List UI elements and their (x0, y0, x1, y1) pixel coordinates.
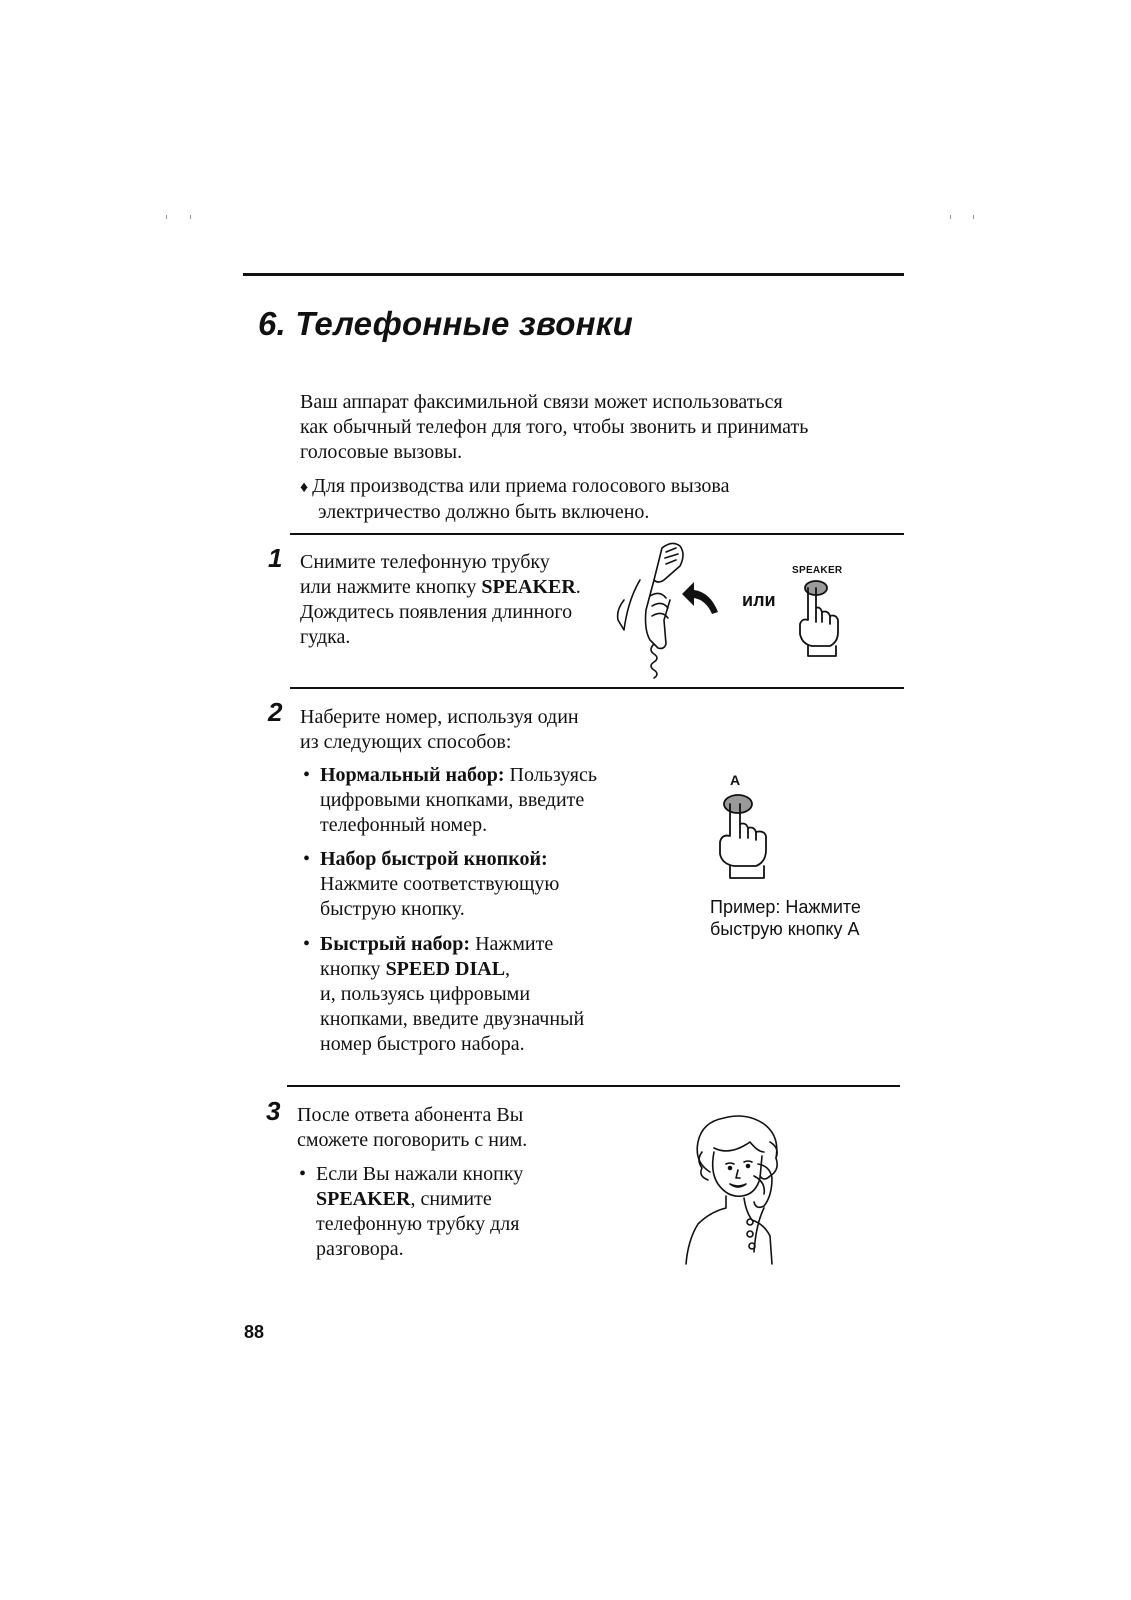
normal-dial-item: • Нормальный набор: Пользуясь цифровыми кнопками, введите телефонный номер. (303, 764, 598, 836)
speed-dial-item: • Быстрый набор: Нажмите кнопку SPEED DIAL, и, пользуясь цифровыми кнопками, введите двузначный номер быстрого набора. (303, 933, 585, 1055)
crop-mark (950, 215, 951, 219)
intro-paragraph: Ваш аппарат факсимильной связи может использоваться как обычный телефон для того, чтобы звонить и принимать голосовые вызовы. (300, 391, 809, 463)
header-rule (243, 273, 904, 276)
step1-text: Снимите телефонную трубку или нажмите кнопку SPEAKER. Дождитесь появления длинного гудка. (300, 551, 581, 648)
speaker-button-press-icon (790, 578, 850, 658)
crop-mark (973, 215, 974, 219)
rapid-key-caption: Пример: Нажмите быструю кнопку A (710, 897, 861, 939)
bullet-icon: • (299, 1163, 307, 1185)
curved-arrow-icon (680, 578, 724, 616)
woman-on-phone-illustration (680, 1112, 800, 1272)
step-number: 3 (266, 1096, 281, 1126)
rapid-key-label: A (730, 772, 741, 788)
bullet-icon: • (303, 933, 311, 955)
step3-text: После ответа абонента Вы сможете поговорить с ним. (297, 1104, 528, 1151)
speaker-button-label: SPEAKER (792, 565, 843, 576)
speaker-note-item: • Если Вы нажали кнопку SPEAKER, снимите телефонную трубку для разговора. (299, 1163, 524, 1260)
step2-intro: Наберите номер, используя один из следующих способов: (300, 706, 579, 753)
page-number: 88 (244, 1322, 265, 1342)
step3-rule (287, 1085, 900, 1087)
crop-mark (166, 215, 167, 219)
step-number: 2 (268, 697, 283, 727)
bullet-icon: • (303, 764, 311, 786)
diamond-bullet-icon: ♦ (300, 479, 309, 496)
or-label: или (742, 590, 776, 610)
step2-rule (290, 687, 904, 689)
bullet-icon: • (303, 848, 311, 870)
rapid-key-press-icon (712, 790, 782, 880)
step1-rule (290, 533, 904, 535)
rapid-key-item: • Набор быстрой кнопкой: Нажмите соответствующую быструю кнопку. (303, 848, 560, 920)
crop-mark (190, 215, 191, 219)
intro-note: ♦ Для производства или приема голосового вызова электричество должно быть включено. (300, 475, 730, 523)
page-title: 6. Телефонные звонки (258, 305, 634, 342)
step-number: 1 (268, 543, 283, 573)
